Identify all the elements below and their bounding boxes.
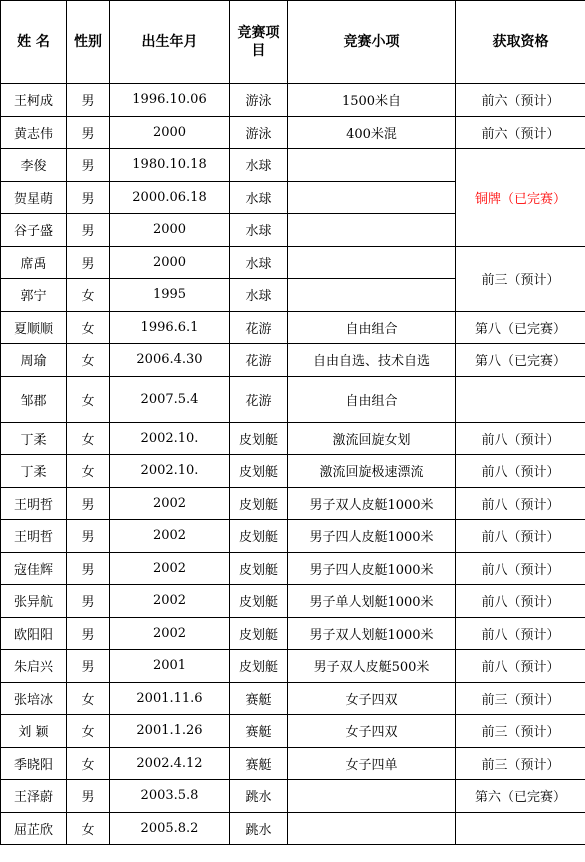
cell-sport: 水球 [230, 246, 288, 279]
cell-sport: 水球 [230, 149, 288, 182]
cell-gender: 女 [67, 344, 110, 377]
cell-sport: 花游 [230, 344, 288, 377]
table-row [1, 552, 585, 585]
cell-gender: 男 [67, 487, 110, 520]
cell-sport: 皮划艇 [230, 650, 288, 683]
cell-name: 王柯成 [1, 84, 67, 117]
cell-qualification: 前三（预计） [456, 715, 585, 748]
cell-name: 李俊 [1, 149, 67, 182]
cell-gender: 女 [67, 311, 110, 344]
cell-qualification: 第八（已完赛） [456, 311, 585, 344]
cell-gender: 男 [67, 520, 110, 553]
cell-sport: 皮划艇 [230, 422, 288, 455]
table-row [1, 84, 585, 117]
table-row [1, 246, 585, 279]
cell-name: 黄志伟 [1, 116, 67, 149]
cell-event: 女子四单 [288, 747, 456, 780]
cell-birth: 2000 [110, 214, 230, 247]
cell-birth: 2001.11.6 [110, 682, 230, 715]
cell-qualification: 前八（预计） [456, 455, 585, 488]
cell-sport: 赛艇 [230, 715, 288, 748]
table-row [1, 682, 585, 715]
cell-sport: 赛艇 [230, 682, 288, 715]
cell-birth: 2002 [110, 487, 230, 520]
cell-birth: 2002 [110, 585, 230, 618]
cell-qualification [456, 812, 585, 845]
cell-event [288, 149, 456, 182]
header-row [1, 1, 585, 84]
table-row [1, 650, 585, 683]
table-row [1, 487, 585, 520]
cell-name: 王明哲 [1, 520, 67, 553]
cell-qualification: 前八（预计） [456, 422, 585, 455]
cell-gender: 女 [67, 812, 110, 845]
cell-event [288, 812, 456, 845]
cell-sport: 花游 [230, 376, 288, 422]
table-row [1, 455, 585, 488]
cell-event: 男子双人划艇1000米 [288, 617, 456, 650]
cell-qualification: 第六（已完赛） [456, 780, 585, 813]
cell-name: 朱启兴 [1, 650, 67, 683]
cell-name: 王明哲 [1, 487, 67, 520]
cell-qualification: 前八（预计） [456, 585, 585, 618]
cell-sport: 皮划艇 [230, 487, 288, 520]
cell-qualification: 前六（预计） [456, 84, 585, 117]
cell-qualification-top3: 前三（预计） [456, 246, 585, 311]
cell-birth: 2003.5.8 [110, 780, 230, 813]
cell-qualification: 前八（预计） [456, 487, 585, 520]
cell-name: 周瑜 [1, 344, 67, 377]
cell-sport: 皮划艇 [230, 520, 288, 553]
cell-name: 欧阳阳 [1, 617, 67, 650]
cell-gender: 女 [67, 455, 110, 488]
cell-birth: 2002 [110, 552, 230, 585]
cell-event: 男子双人皮艇500米 [288, 650, 456, 683]
cell-event: 男子单人划艇1000米 [288, 585, 456, 618]
cell-birth: 2001 [110, 650, 230, 683]
cell-sport: 游泳 [230, 84, 288, 117]
cell-birth: 2007.5.4 [110, 376, 230, 422]
cell-sport: 皮划艇 [230, 455, 288, 488]
cell-event: 400米混 [288, 116, 456, 149]
header-gender: 性别 [67, 1, 110, 84]
cell-event: 自由自选、技术自选 [288, 344, 456, 377]
table-row [1, 422, 585, 455]
cell-birth: 2000.06.18 [110, 181, 230, 214]
header-name: 姓 名 [1, 1, 67, 84]
cell-gender: 女 [67, 376, 110, 422]
table-row [1, 617, 585, 650]
cell-gender: 女 [67, 715, 110, 748]
cell-name: 夏顺顺 [1, 311, 67, 344]
cell-name: 张异航 [1, 585, 67, 618]
cell-qualification: 前三（预计） [456, 747, 585, 780]
cell-name: 寇佳辉 [1, 552, 67, 585]
table-row [1, 149, 585, 182]
cell-birth: 2006.4.30 [110, 344, 230, 377]
cell-qualification: 前三（预计） [456, 682, 585, 715]
cell-gender: 女 [67, 279, 110, 312]
cell-sport: 皮划艇 [230, 552, 288, 585]
cell-birth: 2002.10. [110, 455, 230, 488]
cell-name: 张培冰 [1, 682, 67, 715]
table-row [1, 520, 585, 553]
cell-event [288, 214, 456, 247]
cell-gender: 男 [67, 214, 110, 247]
cell-name: 谷子盛 [1, 214, 67, 247]
table-row [1, 376, 585, 422]
cell-name: 丁柔 [1, 422, 67, 455]
cell-qualification: 第八（已完赛） [456, 344, 585, 377]
cell-event [288, 780, 456, 813]
cell-sport: 水球 [230, 279, 288, 312]
table-row [1, 311, 585, 344]
cell-event: 女子四双 [288, 682, 456, 715]
cell-event: 男子四人皮艇1000米 [288, 520, 456, 553]
table-row [1, 344, 585, 377]
cell-sport: 游泳 [230, 116, 288, 149]
cell-birth: 2000 [110, 246, 230, 279]
table-row [1, 715, 585, 748]
cell-event: 女子四双 [288, 715, 456, 748]
cell-gender: 女 [67, 422, 110, 455]
cell-gender: 女 [67, 747, 110, 780]
cell-birth: 2000 [110, 116, 230, 149]
table-row [1, 116, 585, 149]
cell-sport: 皮划艇 [230, 617, 288, 650]
cell-gender: 男 [67, 84, 110, 117]
table-row [1, 812, 585, 845]
cell-qualification: 前八（预计） [456, 617, 585, 650]
cell-gender: 男 [67, 650, 110, 683]
table-row [1, 585, 585, 618]
header-qualification: 获取资格 [456, 1, 585, 84]
table-row [1, 780, 585, 813]
cell-name: 邹郡 [1, 376, 67, 422]
cell-name: 刘 颖 [1, 715, 67, 748]
cell-gender: 女 [67, 682, 110, 715]
cell-birth: 1995 [110, 279, 230, 312]
cell-qualification: 前六（预计） [456, 116, 585, 149]
cell-qualification: 前八（预计） [456, 552, 585, 585]
cell-event: 激流回旋女划 [288, 422, 456, 455]
cell-birth: 1996.6.1 [110, 311, 230, 344]
cell-name: 王泽蔚 [1, 780, 67, 813]
cell-birth: 1996.10.06 [110, 84, 230, 117]
cell-event: 男子四人皮艇1000米 [288, 552, 456, 585]
cell-sport: 水球 [230, 181, 288, 214]
cell-event: 自由组合 [288, 376, 456, 422]
cell-gender: 男 [67, 585, 110, 618]
cell-sport: 赛艇 [230, 747, 288, 780]
cell-sport: 跳水 [230, 812, 288, 845]
cell-gender: 男 [67, 149, 110, 182]
header-sport: 竞赛项目 [230, 1, 288, 84]
cell-gender: 男 [67, 617, 110, 650]
cell-birth: 2002.10. [110, 422, 230, 455]
cell-qualification: 前八（预计） [456, 520, 585, 553]
header-event: 竞赛小项 [288, 1, 456, 84]
cell-gender: 男 [67, 116, 110, 149]
cell-event: 1500米自 [288, 84, 456, 117]
cell-sport: 皮划艇 [230, 585, 288, 618]
cell-gender: 男 [67, 246, 110, 279]
cell-sport: 跳水 [230, 780, 288, 813]
cell-gender: 男 [67, 181, 110, 214]
cell-name: 丁柔 [1, 455, 67, 488]
header-birth: 出生年月 [110, 1, 230, 84]
cell-event: 男子双人皮艇1000米 [288, 487, 456, 520]
cell-sport: 水球 [230, 214, 288, 247]
cell-event [288, 246, 456, 279]
cell-qualification [456, 376, 585, 422]
table-row [1, 747, 585, 780]
cell-birth: 2002 [110, 520, 230, 553]
cell-sport: 花游 [230, 311, 288, 344]
cell-name: 季晓阳 [1, 747, 67, 780]
cell-qualification-medal: 铜牌（已完赛） [456, 149, 585, 247]
cell-name: 贺星萌 [1, 181, 67, 214]
cell-event: 自由组合 [288, 311, 456, 344]
cell-birth: 2002.4.12 [110, 747, 230, 780]
cell-qualification: 前八（预计） [456, 650, 585, 683]
cell-event [288, 279, 456, 312]
cell-event [288, 181, 456, 214]
cell-name: 席禹 [1, 246, 67, 279]
cell-name: 郭宁 [1, 279, 67, 312]
cell-gender: 男 [67, 552, 110, 585]
cell-birth: 2001.1.26 [110, 715, 230, 748]
cell-birth: 2005.8.2 [110, 812, 230, 845]
cell-birth: 2002 [110, 617, 230, 650]
cell-birth: 1980.10.18 [110, 149, 230, 182]
cell-name: 屈芷欣 [1, 812, 67, 845]
cell-gender: 男 [67, 780, 110, 813]
cell-event: 激流回旋极速漂流 [288, 455, 456, 488]
